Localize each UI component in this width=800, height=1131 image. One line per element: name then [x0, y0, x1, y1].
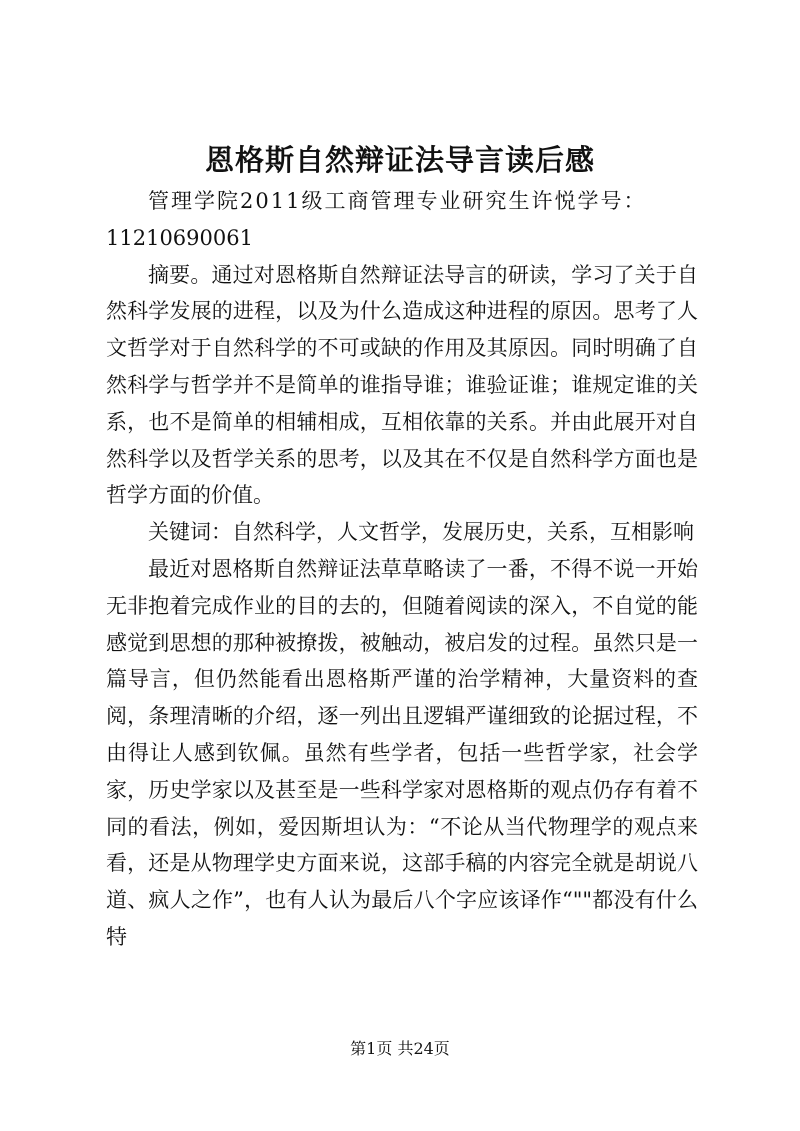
body-paragraph: 最近对恩格斯自然辩证法草草略读了一番，不得不说一开始无非抱着完成作业的目的去的，但随着阅读的深入，不自觉的能感觉到思想的那种被撩拨，被触动，被启发的过程。虽然只是一篇导言，但仍然能看出恩格斯严谨的治学精神，大量资料的查阅，条理清晰的介绍，逐一列出且逻辑严谨细致的论据过程，不由得让人感到钦佩。虽然有些学者，包括一些哲学家，社会学家，历史学家以及甚至是一些科学家对恩格斯的观点仍存有着不同的看法，例如，爱因斯坦认为：“不论从当代物理学的观点来看，还是从物理学史方面来说，这部手稿的内容完全就是胡说八道、疯人之作”，也有人认为最后八个字应该译作“""都没有什么特: [106, 556, 698, 949]
keywords-paragraph: 关键词：自然科学，人文哲学，发展历史，关系，互相影响: [148, 520, 694, 545]
page-footer: 第1页 共24页: [350, 1039, 450, 1058]
student-number: 11210690061: [106, 225, 253, 250]
author-byline: [106, 183, 698, 257]
document-body: [106, 183, 698, 956]
byline-text: 管理学院2011级工商管理专业研究生许悦学号：: [148, 189, 647, 213]
document-title: 恩格斯自然辩证法导言读后感: [204, 143, 595, 177]
abstract-paragraph: 摘要。通过对恩格斯自然辩证法导言的研读，学习了关于自然科学发展的进程，以及为什么造成这种进程的原因。思考了人文哲学对于自然科学的不可或缺的作用及其原因。同时明确了自然科学与哲学并不是简单的谁指导谁；谁验证谁；谁规定谁的关系，也不是简单的相辅相成，互相依靠的关系。并由此展开对自然科学以及哲学关系的思考，以及其在不仅是自然科学方面也是哲学方面的价值。: [106, 262, 698, 508]
